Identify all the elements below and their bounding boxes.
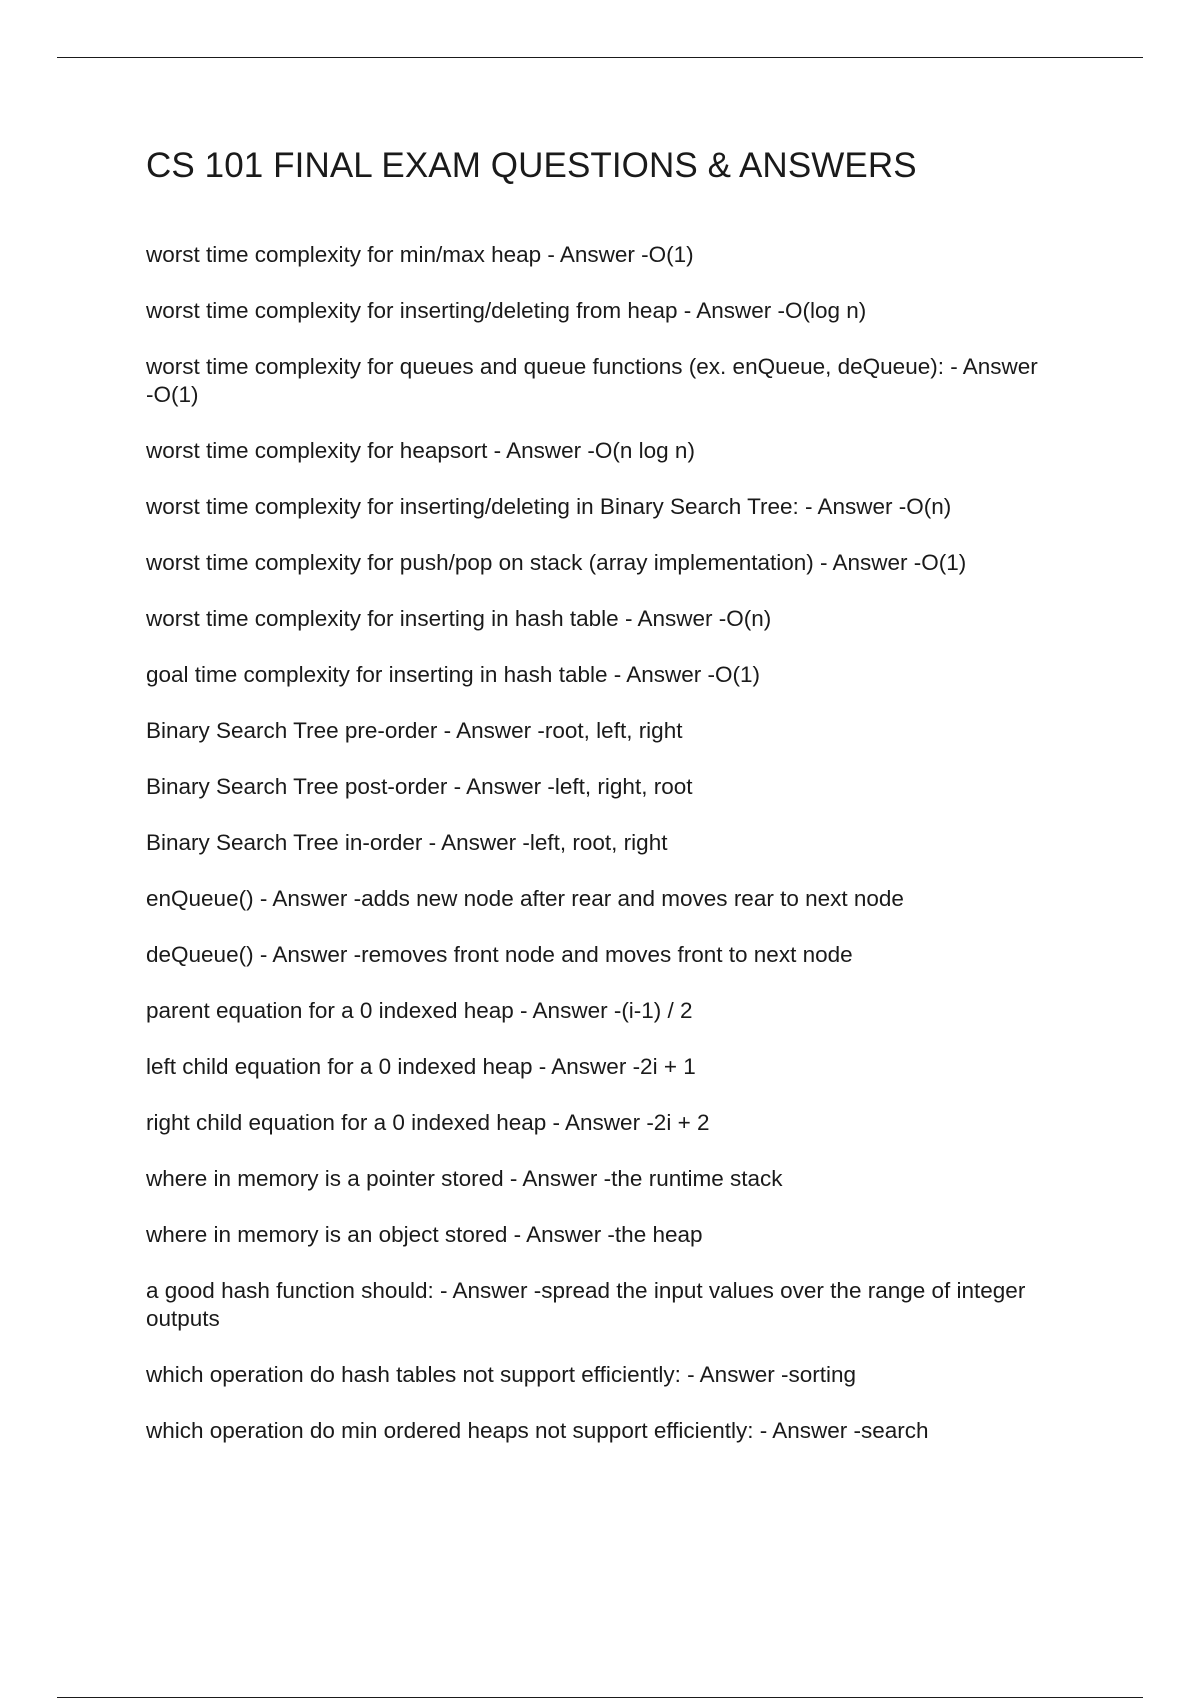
qa-item: right child equation for a 0 indexed heap - Answer -2i + 2 <box>146 1110 710 1135</box>
qa-item: Binary Search Tree in-order - Answer -left, root, right <box>146 830 668 855</box>
qa-item: a good hash function should: - Answer -spread the input values over the range of integer outputs <box>146 1278 1026 1331</box>
qa-item: worst time complexity for heapsort - Answer -O(n log n) <box>146 438 695 463</box>
qa-item: where in memory is a pointer stored - Answer -the runtime stack <box>146 1166 783 1191</box>
qa-item: Binary Search Tree pre-order - Answer -root, left, right <box>146 718 683 743</box>
qa-item: worst time complexity for min/max heap - Answer -O(1) <box>146 242 694 267</box>
qa-item: parent equation for a 0 indexed heap - Answer -(i-1) / 2 <box>146 998 693 1023</box>
qa-item: worst time complexity for inserting in hash table - Answer -O(n) <box>146 606 772 631</box>
qa-item: worst time complexity for push/pop on stack (array implementation) - Answer -O(1) <box>146 550 967 575</box>
qa-item: which operation do hash tables not support efficiently: - Answer -sorting <box>146 1362 856 1387</box>
qa-item: enQueue() - Answer -adds new node after rear and moves rear to next node <box>146 886 904 911</box>
page-content <box>146 140 1046 1473</box>
qa-item: worst time complexity for queues and queue functions (ex. enQueue, deQueue): - Answer -O(1) <box>146 354 1038 407</box>
bottom-divider <box>57 1697 1143 1698</box>
qa-item: worst time complexity for inserting/deleting from heap - Answer -O(log n) <box>146 298 867 323</box>
qa-list <box>146 241 1046 1445</box>
qa-item: where in memory is an object stored - Answer -the heap <box>146 1222 703 1247</box>
qa-item: worst time complexity for inserting/deleting in Binary Search Tree: - Answer -O(n) <box>146 494 952 519</box>
qa-item: goal time complexity for inserting in hash table - Answer -O(1) <box>146 662 761 687</box>
page-title: CS 101 FINAL EXAM QUESTIONS & ANSWERS <box>146 146 917 185</box>
qa-item: Binary Search Tree post-order - Answer -left, right, root <box>146 774 693 799</box>
qa-item: deQueue() - Answer -removes front node and moves front to next node <box>146 942 853 967</box>
qa-item: which operation do min ordered heaps not support efficiently: - Answer -search <box>146 1418 929 1443</box>
qa-item: left child equation for a 0 indexed heap - Answer -2i + 1 <box>146 1054 696 1079</box>
top-divider <box>57 57 1143 58</box>
